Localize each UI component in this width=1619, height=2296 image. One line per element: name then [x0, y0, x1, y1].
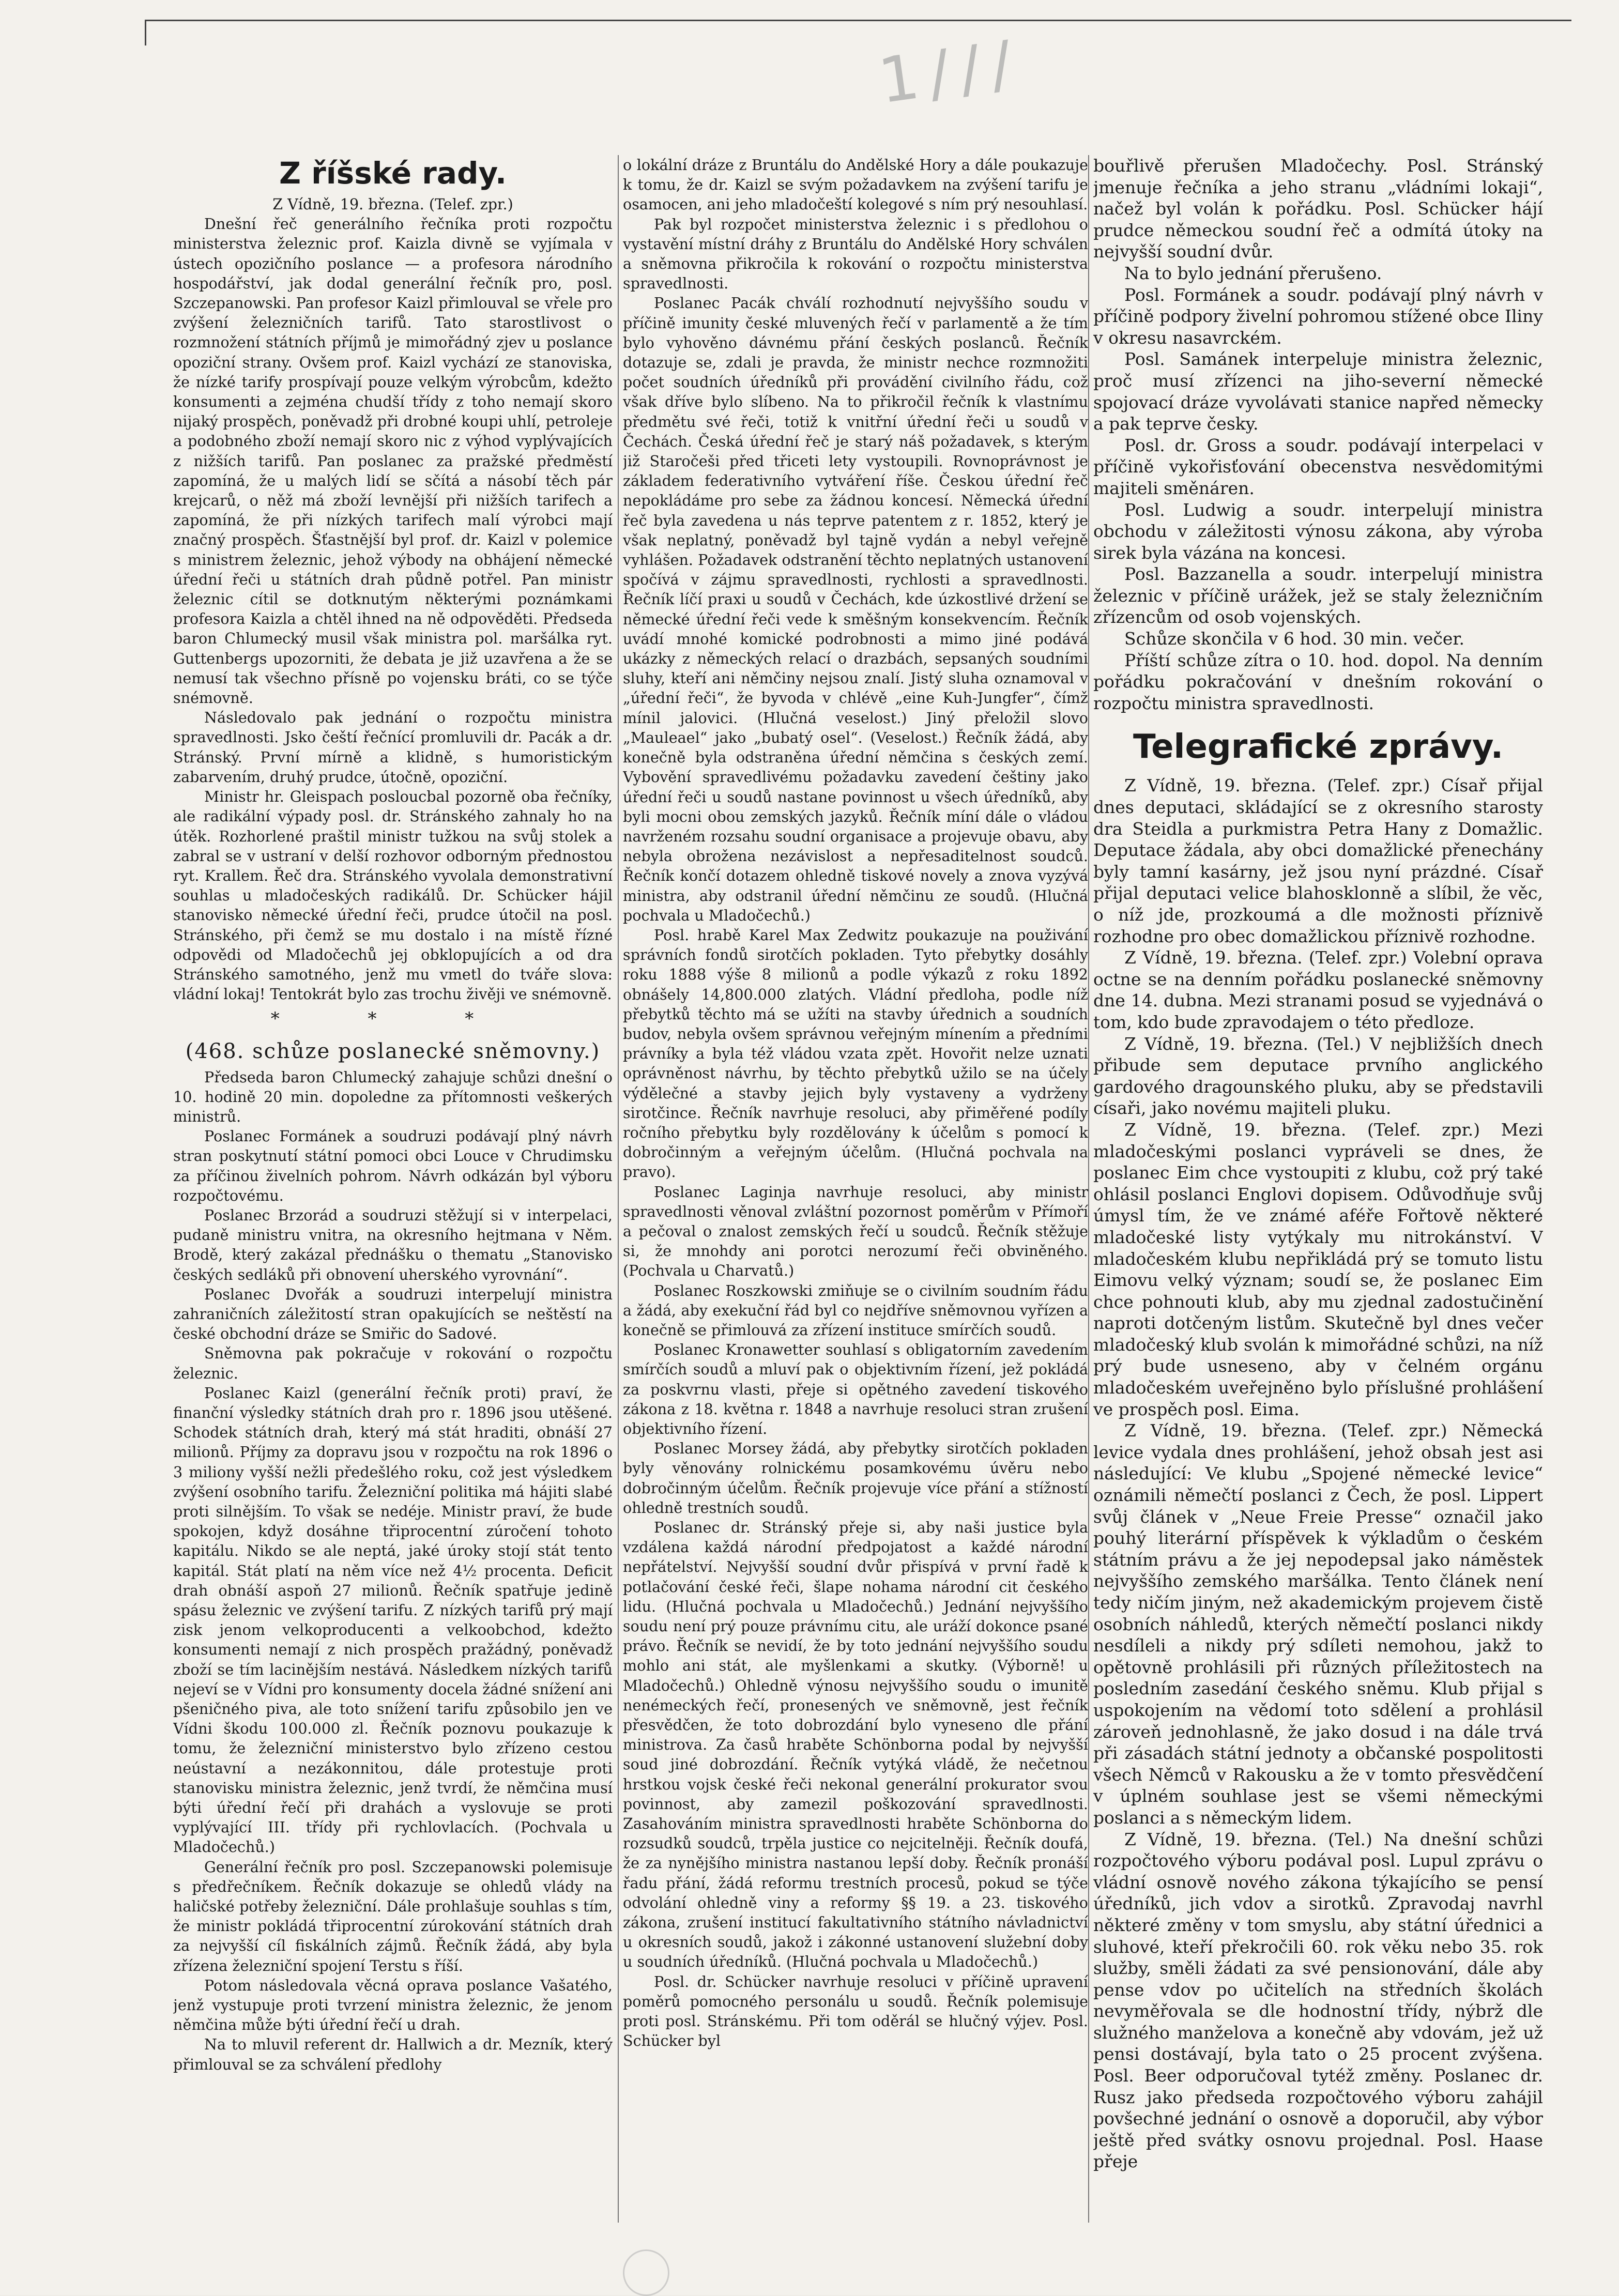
paragraph: Na to bylo jednání přerušeno.	[1124, 263, 1382, 283]
paragraph: Poslanec Laginja navrhuje resoluci, aby ministr spravedlnosti věnoval zvláštní pozornost poměrům v Přímoří a pečoval o znalost zemských řečí u soudců. Řečník stěžuje si, že mnohdy ani porotci nerozumí řeči obviněného. (Pochvala u Charvatů.)	[623, 1183, 1088, 1280]
telegraph-title: Telegrafické zprávy.	[1133, 728, 1504, 767]
telegram: Z Vídně, 19. března. (Telef. zpr.) Mezi mladočeskými poslanci vypráveli se dnes, že poslanec Eim chce vystoupiti z klubu, což prý také ohlásil poslanci Englovi dopisem. Odůvodňuje svůj úmysl tím, že ve známé aféře Fořtově některé mladočeské listy vytýkaly mu nitrokánství. V mladočeském klubu nepřikládá prý se tomuto listu Eimovu velký význam; soudí se, že poslanec Eim chce pohnouti klub, aby mu zjednal zadostučinění naproti dotčeným listům. Skutečně byl dnes večer mladočeský klub svolán k mimořádné schůzi, na níž prý bude usneseno, aby v čelném orgánu mladočeském uveřejněno bylo příslušné prohlášení ve prospěch posl. Eima.	[1093, 1119, 1543, 1419]
dateline: Z Vídně, 19. března. (Telef. zpr.)	[272, 195, 513, 213]
paragraph: Poslanec Formánek a soudruzi podávají plný návrh stran poskytnutí státní pomoci obci Louce v Chrudimsku za příčinou živelních pohrom. Návrh odkázán byl výboru rozpočtovému.	[173, 1127, 613, 1204]
paragraph: Posl. dr. Schücker navrhuje resoluci v příčině upravení poměrů pomocného personálu u soudů. Řečník polemisuje proti posl. Stránskému. Při tom oděrál se hlučný výjev. Posl. Schücker byl	[623, 1972, 1088, 2050]
paragraph: o lokální dráze z Bruntálu do Andělské Hory a dále poukazuje k tomu, že dr. Kaizl se svým požadavkem na zvýšení tarifu je osamocen, ani jeho mladočeští kolegové s ním prý nesouhlasí.	[623, 156, 1088, 213]
paragraph: Posl. Formánek a soudr. podávají plný návrh v příčině podpory živelní pohromou stížené obce Iliny v okresu nasavrckém.	[1093, 284, 1543, 348]
paragraph: Poslanec Pacák chválí rozhodnutí nejvyššího soudu v příčině imunity české mluvených řečí v parlamentě a že tím bylo vyhověno dávnému přání českých poslanců. Řečník dotazuje se, zdali je pravda, že ministr nechce rozmnožiti počet soudních úředníků při provádění civilního řádu, což však dříve bylo slíbeno. Na to přikročil řečník k vlastnímu předmětu své řeči, totiž k vnitřní úřední řeči u soudů v Čechách. Česká úřední řeč je starý náš požadavek, s kterým již Staročeši před třiceti lety vystoupili. Rovnoprávnost je základem federativního vytváření říše. Českou úřední řeč nepokládáme pro sebe za žádnou koncesí. Německá úřední řeč byla zavedena u nás teprve patentem z r. 1852, který je však neplatný, poněvadž byl tajně vydán a nebyl veřejně vyhlášen. Požadavek odstranění těchto neplatných ustanovení spočívá v zájmu spravedlnosti, rychlosti a spravedlnosti. Řečník líčí praxi u soudů v Čechách, kde úzkostlivé držení se německé úřední řeči vede k směšným konsekvencím. Řečník uvádí mnohé komické podrobnosti a mimo jiné podává ukázky z německých relací o drazbách, sepsaných soudními sluhy, kteří ani němčiny nejsou znalí. Jistý sluha oznamoval v „úřední řeči“, že byvoda v chlévě „eine Kuh-Jungfer“, čímž mínil jalovici. (Hlučná veselost.) Jiný přeložil slovo „Mauleael“ jako „bubatý osel“. (Veselost.) Řečník žádá, aby konečně byla odstraněna úřední němčina s českých zemí. Vybovění spravedlivému požadavku zavedení češtiny jako úřední řeči u soudů nastane povinnost u všech úředníků, aby byli mocni obou zemských jazyků. Řečník míní dále o vládou navrženém rozsahu soudní organisace a projevuje obavu, aby nebyla obrožena nezávislost a nepřesaditelnost soudců. Řečník končí dotazem ohledně tiskové novely a znova vyzývá ministra, aby odstranil úřední němčinu ze soudů. (Hlučná pochvala u Mladočechů.)	[623, 294, 1088, 924]
paragraph: Poslanec Kaizl (generální řečník proti) praví, že finanční výsledky státních drah pro r. 1896 jsou utěšené. Schodek státních drah, který má stát hraditi, obnáší 27 milionů. Příjmy za dopravu jsou v rozpočtu na rok 1896 o 3 miliony vyšší nežli předešlého roku, což jest výsledkem zvýšení osobního tarifu. Železniční politika má hájiti slabé proti silnějším. To však se nedéje. Ministr praví, že bude spokojen, když dosáhne třiprocentní zúročení tohoto kapitálu. Nikdo se ale neptá, jaké úroky stojí stát tento kapitál. Stát platí na něm více než 4½ procenta. Deficit drah obnáší aspoň 27 milionů. Řečník spatřuje jedině spásu železnic ve zvýšení tarifu. Z nízkých tarifů prý mají zisk jenom velkoproducenti a velkoobchod, kdežto konsumenti nemají z nich prospěch pražádný, poněvadž zboží se tím lacinějším nestává. Následkem nízkých tarifů nejeví se v Vídni pro konsumenty docela žádné snížení ani pšeničného piva, ale toto snížení tarifu způsobilo jen ve Vídni škodu 100.000 zl. Řečník poznovu poukazuje k tomu, že železniční ministerstvo bylo zřízeno cestou neústavní a nezákonnitou, dále protestuje proti stanovisku ministra železnic, jenž tvrdí, že němčina musí býti úřední řečí při drahách a vyslovuje se proti vyplývající III. třídy při rychlovlacích. (Pochvala u Mladočechů.)	[173, 1384, 613, 1856]
paragraph: Potom následovala věcná oprava poslance Vašatého, jenž vystupuje proti tvrzení ministra železnic, že jenom němčina může býti úřední řečí u drah.	[173, 1976, 613, 2034]
column-divider	[618, 155, 619, 2223]
paragraph: Příští schůze zítra o 10. hod. dopol. Na denním pořádku pokračování v dnešním rokování o rozpočtu ministra spravedlnosti.	[1093, 650, 1543, 713]
paragraph: Předseda baron Chlumecký zahajuje schůzi dnešní o 10. hodině 20 min. dopoledne za přítomnosti veškerých ministrů.	[173, 1068, 613, 1125]
library-stamp	[623, 2249, 669, 2296]
paragraph: Následovalo pak jednání o rozpočtu ministra spravedlnosti. Jsko čeští řečnící promluvili dr. Pacák a dr. Stránský. První mírně a klidně, s humoristickým zabarvením, druhý prudce, útočně, opoziční.	[173, 709, 613, 786]
paragraph: Na to mluvil referent dr. Hallwich a dr. Mezník, který přimlouval se za schválení předlohy	[173, 2035, 613, 2073]
section-title: Z říšské rady.	[279, 156, 507, 191]
paragraph: Poslanec Morsey žádá, aby přebytky sirotčích pokladen byly věnovány rolnickému posamkovému úvěru nebo dobročinným účelům. Řečník projevuje více přání a stížností ohledně trestních soudů.	[623, 1440, 1088, 1517]
column-1	[173, 155, 613, 2233]
paragraph: Posl. hrabě Karel Max Zedwitz poukazuje na použivání správních fondů sirotčích pokladen. Tyto přebytky dosáhly roku 1888 výše 8 milionů a podle výkazů z roku 1892 obnášely 14,800.000 zlatých. Vládní předloha, podle níž přebytků těchto má se užíti na stavby úřednich a soudních budov, nebyla ovšem správnou veřejným mínením a předními právníky a byla též vládou vzata zpět. Hovořit nelze uznati oprávněnost návrhu, by těchto přebytků užilo se na účely výdělečné a stavby jejich byly vystaveny a vydrženy sirotčince. Řečník navrhuje resoluci, aby přiměřené podíly ročního přebytku byly rozdělovány k účelům s pomocí k dobročinným a veřejným účelům. (Hlučná pochvala na pravo).	[623, 926, 1088, 1181]
session-heading: (468. schůze poslanecké sněmovny.)	[185, 1039, 601, 1063]
telegram: Z Vídně, 19. března. (Tel.) V nejbližších dnech přibude sem deputace prvního anglického gardového dragounského pluku, aby se představili císaři, jako novému majiteli pluku.	[1093, 1033, 1543, 1119]
column-divider	[1088, 155, 1089, 2223]
paragraph: bouřlivě přerušen Mladočechy. Posl. Stránský jmenuje řečníka a jeho stranu „vládními lokaji“, načež byl volán k pořádku. Posl. Schücker hájí prudce německou soudní řeč a odmítá útoky na nejvyšší soudní dvůr.	[1093, 156, 1543, 262]
telegram: Z Vídně, 19. března. (Telef. zpr.) Císař přijal dnes deputaci, skládající se z okresního starosty dra Steidla a purkmistra Petra Hany z Domažlic. Deputace žádala, aby obci domažlické přenechány byly tamní kasárny, jež jsou nyní prázdné. Císař přijal deputaci velice blahosklonně a slíbil, že věc, o níž jde, prozkoumá a dle možnosti příznivě rozhodne pro obec domažlickou příznivě rozhodne.	[1093, 775, 1543, 946]
left-rule	[145, 20, 146, 45]
paragraph: Ministr hr. Gleispach posloucbal pozorně oba řečníky, ale radikální výpady posl. dr. Stránského zahnaly ho na útěk. Rozhorlené praštil ministr tužkou na svůj stolek a zabral se v ustraní v delší rozhovor odborným přednostou ryt. Krallem. Řeč dra. Stránského vyvolala demonstrativní souhlas u mladočeských radikálů. Dr. Schücker hájil stanovisko německé úřední řeči, prudce útočil na posl. Stránského, při čemž se mu dostalo i na místě řízné odpovědi od Mladočechů jej obklopujících a od dra Stránského samotného, jenž mu vmetl do tváře slova: vládní lokaj! Tentokrát bylo zas trochu živěji ve snémovně.	[173, 788, 613, 1003]
telegram: Z Vídně, 19. března. (Tel.) Na dnešní schůzi rozpočtového výboru podával posl. Lupul zprávu o vládní osnově nového zákona týkajícího se pensí úředníků, jich vdov a sirotků. Zpravodaj navrhl některé změny v tom smyslu, aby státní úřednici a sluhové, kteří překročili 60. rok věku nebo 35. rok služby, směli žádati za své pensionování, dále aby pense vdov po učitelích na středních školách nevyměřovala se dle hodnostní třídy, nýbrž dle služného manželova a konečně aby vdovám, jež už pensi dostávají, byla tato o 25 procent zvýšena. Posl. Beer odporučoval tytéž změny. Poslanec dr. Rusz jako předseda rozpočtového výboru zahájil povšechné jednání o osnově a doporučil, aby výbor ještě před svátky osnovu projednal. Posl. Haase přeje	[1093, 1829, 1543, 2172]
paragraph: Poslanec Dvořák a soudruzi interpelují ministra zahraničních záležitostí stran opakujících se neštěstí na české obchodní dráze se Smiřic do Sadové.	[173, 1285, 613, 1343]
paragraph: Posl. dr. Gross a soudr. podávají interpelaci v příčině vykořisťování obecenstva nesvědomitými majiteli směnáren.	[1093, 435, 1543, 498]
top-rule	[145, 20, 1571, 21]
paragraph: Poslanec Kronawetter souhlasí s obligatorním zavedením smírčích soudů a mluví pak o objektivním řízení, jež pokládá za poskvrnu vlasti, přeje si opětného zavedení tiskového zákona z 18. května r. 1848 a navrhuje resoluci stran zrušení objektivního řízení.	[623, 1341, 1088, 1437]
paragraph: Posl. Bazzanella a soudr. interpelují ministra železnic v příčině urážek, jež se staly železničním zřízencům od osob vojenských.	[1093, 564, 1543, 627]
telegram: Z Vídně, 19. března. (Telef. zpr.) Volební oprava octne se na denním pořádku poslanecké sněmovny dne 14. dubna. Mezi stranami posud se vyjednává o tom, kdo bude zpravodajem o této předloze.	[1093, 947, 1543, 1032]
pencil-mark: 1///	[874, 26, 1027, 118]
column-3	[1093, 155, 1543, 2233]
paragraph: Generální řečník pro posl. Szczepanowski polemisuje s předřečníkem. Řečník dokazuje se ohledů vlády na haličské potřeby železniční. Dále prohlašuje souhlas s tím, že ministr pokládá třiprocentní zúrokování státních drah za nejvyšší cíl fiskálních zájmů. Řečník žádá, aby byla zřízena železniční spojení Terstu s říší.	[173, 1858, 613, 1974]
column-2	[623, 155, 1088, 2233]
paragraph: Posl. Samánek interpeluje ministra železnic, proč musí zřízenci na jiho-severní německé spojovací dráze vyvolávati stanice napřed německy a pak teprve česky.	[1093, 349, 1543, 434]
paragraph: Pak byl rozpočet ministerstva železnic i s předlohou o vystavění místní dráhy z Bruntálu do Andělské Hory schválen a sněmovna přikročila k rokování o rozpočtu ministerstva spravedlnosti.	[623, 215, 1088, 293]
paragraph: Sněmovna pak pokračuje v rokování o rozpočtu železnic.	[173, 1344, 613, 1382]
paragraph: Poslanec Roszkowski zmiňuje se o civilním soudním řádu a žádá, aby exekuční řád byl co nejdříve sněmovnou vyřízen a konečně se přimlouvá za zřízení instituce smírčích soudů.	[623, 1281, 1088, 1339]
separator-stars: * * *	[270, 1008, 515, 1030]
telegram: Z Vídně, 19. března. (Telef. zpr.) Německá levice vydala dnes prohlášení, jehož obsah jest asi následující: Ve klubu „Spojené německé levice“ oznámili němečtí poslanci z Čech, že posl. Lippert svůj článek v „Neue Freie Presse“ označil jako pouhý literární příspěvek k výkladům o českém státním právu a že jej nepodepsal jako náměstek nejvyššího zemského maršálka. Tento článek není tedy ničím jiným, než akademickým projevem čistě osobních náhledů, kterých němečtí poslanci nikdy nesdíleli a nikdy prý sdíleti nemohou, jakž to opětovně prohlásili při různých příležitostech na posledním zasedání českého sněmu. Klub přijal s uspokojením na vědomí toto sdělení a prohlásil zároveň jednohlasně, že jako dosud i na dále trvá při zásadách státní jednoty a občanské pospolitosti všech Němců v Rakousku a že v tomto přesvědčení v úplném souhlase jest se všemi německými poslanci a s německým lidem.	[1093, 1420, 1543, 1828]
paragraph: Dnešní řeč generálního řečníka proti rozpočtu ministerstva železnic prof. Kaizla divně se vyjímala v ústech opozičního poslance — a profesora národního hospodářství, jak dodal generální řečník pro, posl. Szczepanowski. Pan profesor Kaizl přimlouval se vřele pro zvýšení železničních tarifů. Tato starostlivost o rozmnožení státních příjmů je mimořádný zjev u poslance opoziční strany. Ovšem prof. Kaizl vychází ze stanoviska, že nízké tarify prospívají pouze velkým výrobcům, kdežto konsumenti a zejména chudší třídy z toho nemají skoro nijaký prospěch, poněvadž při drobné koupi uhlí, petroleje a podobného zboží nemají skoro nic z výhod vyplývajících z nižších tarifů. Pan poslanec za pražské předměstí zapomíná, že u malých lidí se sčítá a násobí těch pár krejcarů, o něž má zboží levnější při nižších tarifech a zapomíná, že při nízkých tarifech malí výrobci mají značný prospěch. Šťastnější byl prof. dr. Kaizl v polemice s ministrem železnic, jehož výbody na obhájení německé úřední řeči u státních drah půdně potřel. Pan ministr železnic cítil se dotknutým některými poznámkami profesora Kaizla a chtěl ihned na ně odpověděti. Předseda baron Chlumecký musil však ministra pol. maršálka ryt. Guttenbergs upozorniti, že debata je již uzavřena a že se nemusí tak všechno přísně po vojensku bráti, co se týče snémovně.	[173, 215, 613, 707]
paragraph: Posl. Ludwig a soudr. interpelují ministra obchodu v záležitosti výnosu zákona, aby výroba sirek byla vázána na koncesi.	[1093, 499, 1543, 563]
paragraph: Poslanec Brzorád a soudruzi stěžují si v interpelaci, pudaně ministru vnitra, na okresního hejtmana v Něm. Brodě, který zakázal přednášku o thematu „Stanovisko českých sedláků při obnovení uherského vyrovnání“.	[173, 1206, 613, 1283]
paragraph: Poslanec dr. Stránský přeje si, aby naši justice byla vzdálena každá národní předpojatost a každé národní nepřátelství. Nejvyšší soudní dvůr přispívá v první řadě k potlačování české řeči, šlape nohama národní cit českého lidu. (Hlučná pochvala u Mladočechů.) Jednání nejvyššího soudu není prý pouze právnímu citu, ale uráží dokonce psané právo. Řečník se nevidí, že by toto jednání nejvyššího soudu mohlo ani stát, ale myšlenkami a skutky. (Výborně! u Mladočechů.) Ohledně výnosu nejvyššího soudu o imunitě nenémeckých řečí, pronesených ve sněmovně, jest řečník přesvědčen, že toto dobrozdání bylo vyneseno dle přání ministrova. Za časů hraběte Schönborna podal by nejvyšší soud jiné dobrozdání. Řečník vytýká vládě, že nečetnou hrstkou vojsk české řeči nekonal generální prokurator svou povinnost, aby zamezil poškozování spravedlnosti. Zasahováním ministra spravedlnosti hraběte Schönborna do rozsudků soudců, trpěla justice co nejcitelněji. Řečník doufá, že za nynějšího ministra nastanou lepší doby. Řečník pronáší řadu přání, žádá reformu trestních procesů, pokud se týče odvolání ohledně viny a reformy §§ 19. a 23. tiskového zákona, zrušení institucí fakultativního státního návladnictví u okresních soudů, jakož i zákonné ustanovení služební doby u soudních úředníků. (Hlučná pochvala u Mladočechů.)	[623, 1519, 1088, 1971]
paragraph: Schůze skončila v 6 hod. 30 min. večer.	[1124, 629, 1465, 649]
